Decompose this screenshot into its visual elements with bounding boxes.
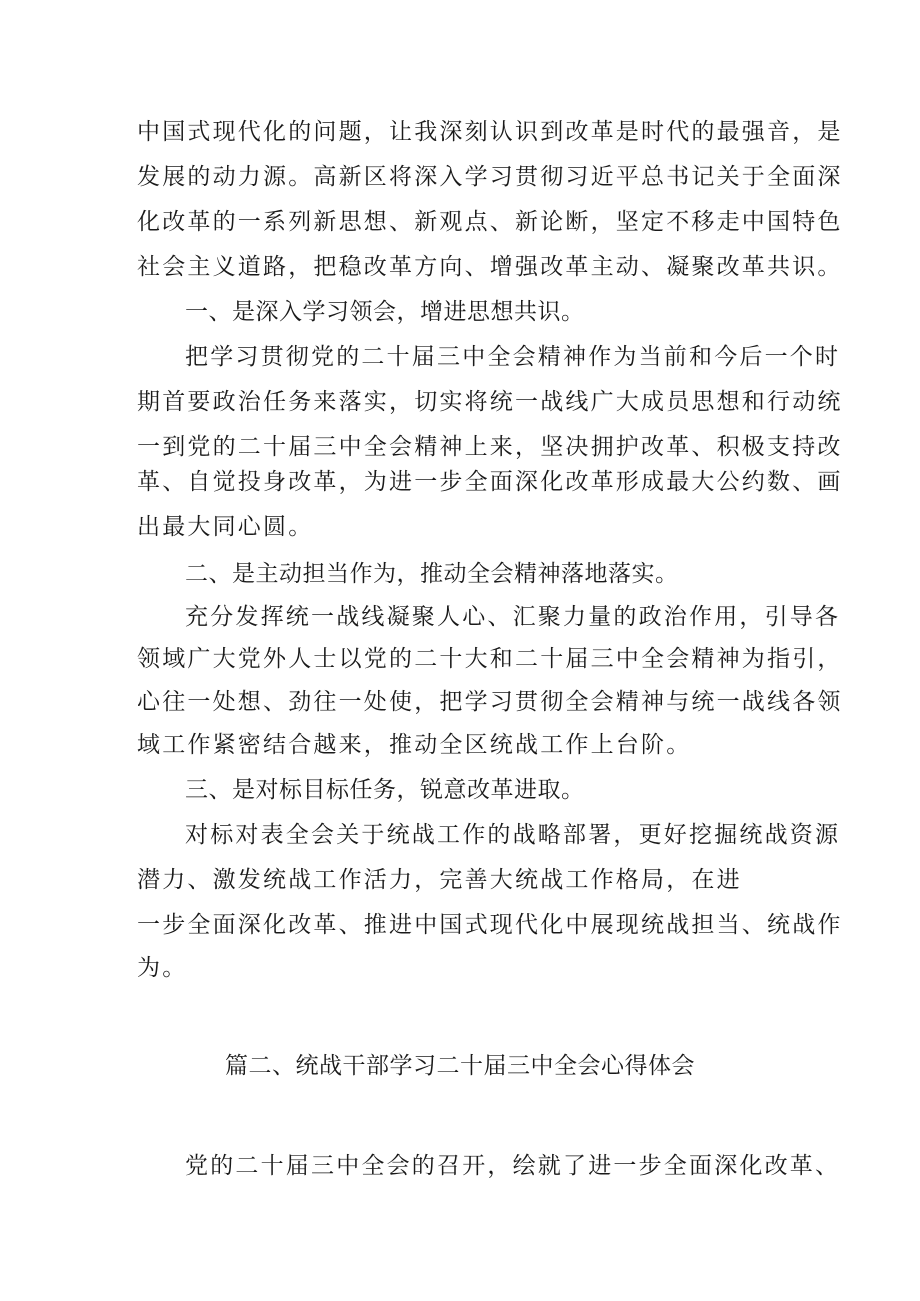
paragraph-line: 域工作紧密结合越来，推动全区统战工作上台阶。 [137,732,692,758]
paragraph-line: 一步全面深化改革、推进中国式现代化中展现统战担当、统战作 [137,912,843,938]
section-heading-2: 二、是主动担当作为，推动全会精神落地落实。 [185,561,679,587]
section-heading-3: 三、是对标目标任务，锐意改革进取。 [185,777,585,803]
paragraph-line: 对标对表全会关于统战工作的战略部署，更好挖掘统战资源 [185,822,841,848]
paragraph-line: 为。 [137,955,188,981]
paragraph-line: 革、自觉投身改革，为进一步全面深化改革形成最大公约数、画 [137,469,843,495]
part-two-title: 篇二、统战干部学习二十届三中全会心得体会 [225,1053,695,1079]
intro-line: 发展的动力源。高新区将深入学习贯彻习近平总书记关于全面深 [137,164,843,190]
paragraph-line: 一到党的二十届三中全会精神上来，坚决拥护改革、积极支持改 [137,434,843,460]
section-heading-1: 一、是深入学习领会，增进思想共识。 [185,299,585,325]
paragraph-line: 心往一处想、劲往一处使，把学习贯彻全会精神与统一战线各领 [137,689,843,715]
paragraph-line: 领域广大党外人士以党的二十大和二十届三中全会精神为指引， [137,646,843,672]
paragraph-line: 潜力、激发统战工作活力，完善大统战工作格局，在进 [137,867,742,893]
intro-line: 社会主义道路，把稳改革方向、增强改革主动、凝聚改革共识。 [137,254,843,280]
paragraph-line: 充分发挥统一战线凝聚人心、汇聚力量的政治作用，引导各 [185,604,841,630]
paragraph-line: 把学习贯彻党的二十届三中全会精神作为当前和今后一个时 [185,344,841,370]
paragraph-line: 出最大同心圆。 [137,514,314,540]
intro-line: 中国式现代化的问题，让我深刻认识到改革是时代的最强音，是 [137,119,843,145]
paragraph-line: 期首要政治任务来落实，切实将统一战线广大成员思想和行动统 [137,389,843,415]
paragraph-line: 党的二十届三中全会的召开，绘就了进一步全面深化改革、 [185,1153,841,1179]
intro-line: 化改革的一系列新思想、新观点、新论断，坚定不移走中国特色 [137,209,843,235]
